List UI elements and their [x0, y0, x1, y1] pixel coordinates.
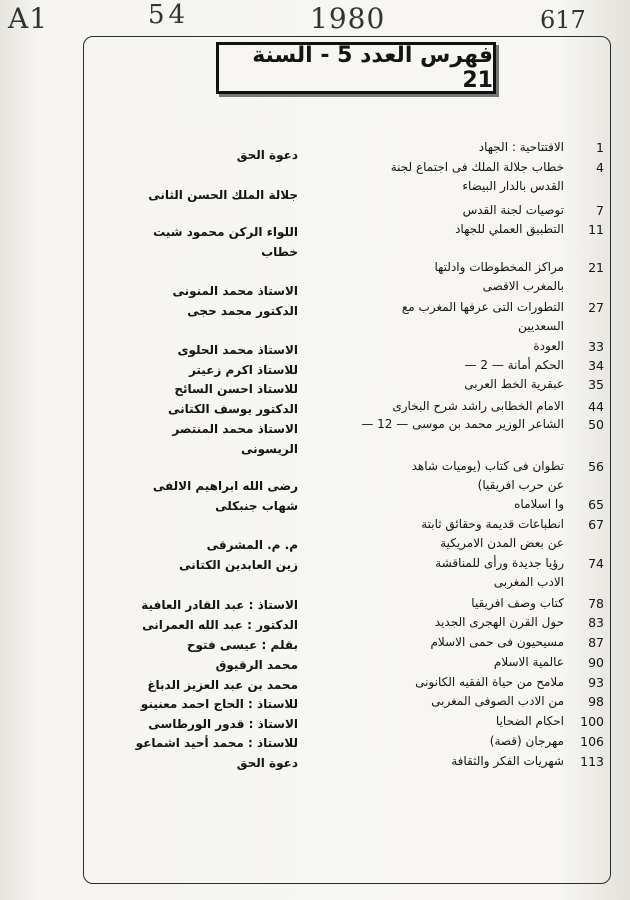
author-line: دعوة الحق: [236, 148, 298, 162]
toc-page-number: 67: [588, 517, 604, 532]
toc-title: العودة: [533, 339, 564, 353]
toc-title: خطاب جلالة الملك فى اجتماع لجنة: [390, 160, 564, 174]
toc-entry: [304, 138, 604, 157]
toc-title: توصيات لجنة القدس: [462, 203, 564, 217]
toc-title: احكام الضحايا: [495, 714, 564, 728]
author-line: اللواء الركن محمود شيت: [153, 225, 298, 239]
toc-title: الحكم أمانة — 2 —: [464, 358, 564, 372]
author-line: الاستاذ : عبد القادر العافية: [141, 598, 298, 612]
toc-entry: [304, 415, 604, 434]
author-line: للاستاذ احسن السائح: [174, 382, 298, 396]
toc-entry: [304, 653, 604, 672]
author-line: بقلم : عيسى فتوح: [186, 638, 298, 652]
toc-entry: [304, 158, 604, 196]
toc-title: مسيحيون فى حمى الاسلام: [430, 635, 564, 649]
toc-page-number: 74: [588, 556, 604, 571]
toc-title: مهرجان (قصة): [489, 734, 564, 748]
toc-title: عالمية الاسلام: [493, 655, 564, 669]
author-line: للاستاذ اكرم زعيتر: [188, 363, 298, 377]
toc-title: ملامح من حياة الفقيه الكانونى: [415, 675, 564, 689]
toc-page-number: 83: [588, 615, 604, 630]
toc-title: كتاب وصف افريقيا: [471, 596, 564, 610]
toc-page-number: 113: [580, 754, 604, 769]
toc-entry: [304, 298, 604, 336]
toc-page-number: 34: [588, 358, 604, 373]
toc-entry: [304, 692, 604, 711]
author-line: جلالة الملك الحسن الثانى: [148, 188, 298, 202]
author-line: الريسونى: [241, 442, 298, 456]
toc-title-cont: الادب المغربى: [493, 575, 564, 589]
toc-page-number: 11: [588, 222, 604, 237]
toc-entry: [304, 712, 604, 731]
toc-entry: [304, 515, 604, 553]
toc-page-number: 33: [588, 339, 604, 354]
toc-page-number: 21: [588, 260, 604, 275]
toc-title: حول القرن الهجرى الجديد: [434, 615, 564, 629]
toc-entry: [304, 220, 604, 239]
toc-title: انطباعات قديمة وحقائق ثابتة: [421, 517, 564, 531]
toc-title: الشاعر الوزير محمد بن موسى — 12 —: [361, 417, 564, 431]
toc-title-cont: عن بعض المدن الامريكية: [440, 536, 564, 550]
toc-page-number: 87: [588, 635, 604, 650]
toc-page-number: 65: [588, 497, 604, 512]
author-line: خطاب: [261, 245, 298, 259]
toc-page-number: 78: [588, 596, 604, 611]
author-line: شهاب جنبكلى: [215, 499, 298, 513]
author-line: الاستاذ : قدور الورطاسى: [148, 717, 298, 731]
toc-page-number: 35: [588, 377, 604, 392]
toc-title: رؤيا جديدة ورأى للمناقشة: [435, 556, 564, 570]
toc-entry: [304, 732, 604, 751]
toc-entry: [304, 752, 604, 771]
toc-page-number: 44: [588, 399, 604, 414]
toc-title: وا اسلاماه: [514, 497, 564, 511]
toc-entry: [304, 613, 604, 632]
toc-entry: [304, 337, 604, 356]
toc-page-number: 50: [588, 417, 604, 432]
toc-page-number: 106: [580, 734, 604, 749]
author-line: دعوة الحق: [236, 756, 298, 770]
toc-title: عبقرية الخط العربى: [464, 377, 564, 391]
handwritten-code: A1: [8, 2, 49, 35]
toc-entry: [304, 673, 604, 692]
toc-title-cont: السعديين: [518, 319, 564, 333]
toc-entry: [304, 375, 604, 394]
author-line: محمد الرقيوق: [215, 658, 298, 672]
toc-entry: [304, 554, 604, 592]
toc-page-number: 90: [588, 655, 604, 670]
toc-title: من الادب الصوفى المغربى: [431, 694, 564, 708]
author-line: الاستاذ محمد المنتصر: [172, 422, 298, 436]
toc-title: الامام الخطابى راشد شرح البخارى: [392, 399, 564, 413]
toc-entry: [304, 633, 604, 652]
toc-page-number: 100: [580, 714, 604, 729]
toc-title-cont: بالمغرب الاقصى: [482, 279, 564, 293]
toc-entry: [304, 356, 604, 375]
toc-entry: [304, 594, 604, 613]
page-title: فهرس العدد 5 - السنة 21: [252, 43, 493, 93]
author-line: الدكتور : عبد الله العمرانى: [142, 618, 298, 632]
title-box: [216, 42, 496, 94]
toc-entry: [304, 258, 604, 296]
author-line: للاستاذ : الحاج احمد معنينو: [140, 697, 298, 711]
toc-page-number: 7: [596, 203, 604, 218]
author-line: الدكتور يوسف الكتانى: [168, 402, 298, 416]
toc-page-number: 4: [596, 160, 604, 175]
toc-entry: [304, 495, 604, 514]
author-line: الاستاذ محمد المنونى: [172, 284, 298, 298]
toc-entry: [304, 457, 604, 495]
toc-page-number: 93: [588, 675, 604, 690]
toc-title: تطوان فى كتاب (يوميات شاهد: [411, 459, 564, 473]
author-line: رضى الله ابراهيم الالفى: [152, 479, 298, 493]
author-line: للاستاذ : محمد أحيد اشماعو: [135, 736, 298, 750]
toc-page-number: 1: [596, 140, 604, 155]
author-line: محمد بن عبد العزيز الدباغ: [147, 678, 298, 692]
toc-title: الافتتاحية : الجهاد: [478, 140, 564, 154]
toc-title-cont: عن حرب افريقيا): [477, 478, 564, 492]
toc-page-number: 56: [588, 459, 604, 474]
author-line: الاستاذ محمد الحلوى: [177, 343, 298, 357]
toc-title-cont: القدس بالدار البيضاء: [462, 179, 564, 193]
toc-title: مراكز المخطوطات وادلتها: [434, 260, 564, 274]
toc-page-number: 98: [588, 694, 604, 709]
handwritten-page: 617: [540, 6, 586, 34]
author-line: زين العابدين الكتانى: [179, 558, 298, 572]
toc-page-number: 27: [588, 300, 604, 315]
toc-title: شهريات الفكر والثقافة: [451, 754, 564, 768]
toc-entry: [304, 201, 604, 220]
author-line: م. م. المشرقى: [206, 538, 298, 552]
author-line: الدكتور محمد حجى: [187, 304, 298, 318]
handwritten-issue: 54: [148, 0, 190, 30]
toc-entry: [304, 397, 604, 416]
handwritten-year: 1980: [310, 2, 386, 35]
toc-title: التطورات التى عرفها المغرب مع: [401, 300, 564, 314]
toc-title: التطبيق العملي للجهاد: [455, 222, 564, 236]
